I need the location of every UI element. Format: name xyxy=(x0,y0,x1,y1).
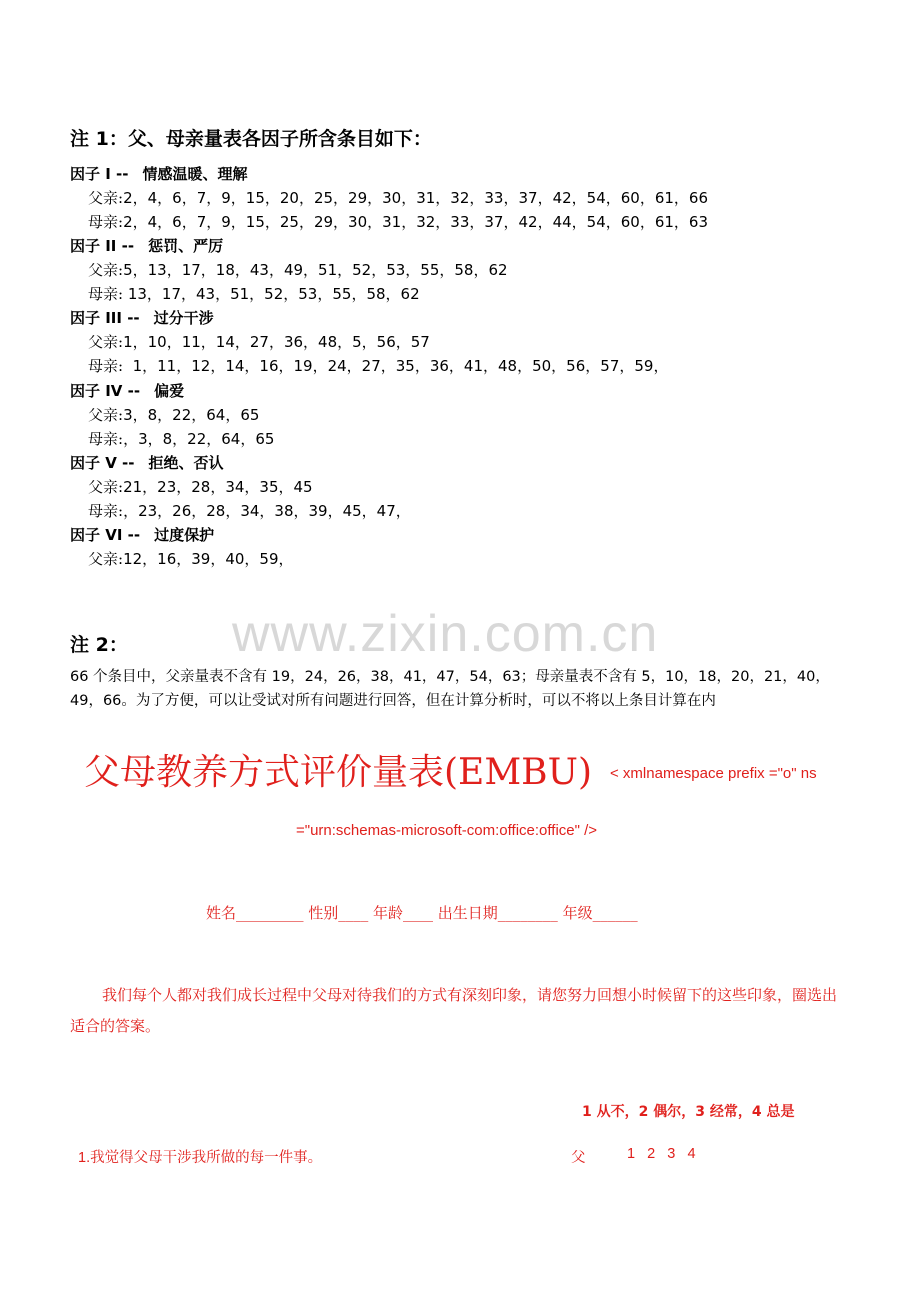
factor-6-heading xyxy=(70,524,214,545)
factor-3-father-items xyxy=(88,331,430,352)
father-label: 父亲: xyxy=(88,406,124,424)
father-label: 父亲: xyxy=(88,333,124,351)
xml-namespace-line-1: < xmlnamespace prefix ="o" ns xyxy=(610,765,817,782)
factor-2-heading xyxy=(70,235,223,256)
note2-title: 注 2： xyxy=(70,634,128,656)
factor-name: 偏爱 xyxy=(154,382,185,400)
factor-label: 因子 II -- xyxy=(70,237,135,255)
factor-4-mother-items xyxy=(88,428,274,449)
question-number: 1. xyxy=(78,1150,91,1166)
mother-label: 母亲: xyxy=(88,502,124,520)
mother-label: 母亲: xyxy=(88,213,124,231)
items-list: 5，13，17，18，43，49，51，52，53，55，58，62 xyxy=(123,261,508,279)
note2-text: 66 个条目中，父亲量表不含有 19，24，26，38，41，47，54，63；母亲量表不含有 5，10，18，20，21，40，49，66。为了方便，可以让受试对所有问题进行回答，但在计算分析时，可以不将以上条目计算在内 xyxy=(70,669,830,709)
factor-name: 惩罚、严厉 xyxy=(148,237,224,255)
factor-label: 因子 V -- xyxy=(70,454,135,472)
items-list: 21，23，28，34，35，45 xyxy=(123,478,313,496)
factor-label: 因子 VI -- xyxy=(70,526,141,544)
factor-1-mother-items xyxy=(88,211,708,232)
factor-label: 因子 IV -- xyxy=(70,382,141,400)
items-list: 1，10，11，14，27，36，48，5，56，57 xyxy=(123,333,430,351)
instructions-text: 我们每个人都对我们成长过程中父母对待我们的方式有深刻印象，请您努力回想小时候留下的这些印象，圈选出适合的答案。 xyxy=(70,986,838,1035)
question-1 xyxy=(78,1146,322,1167)
factor-2-mother-items xyxy=(88,283,420,304)
factor-1-father-items xyxy=(88,187,708,208)
factor-label: 因子 I -- xyxy=(70,165,129,183)
factor-3-mother-items xyxy=(88,355,668,376)
factor-4-father-items xyxy=(88,404,259,425)
mother-label: 母亲: xyxy=(88,430,124,448)
factor-name: 过度保护 xyxy=(154,526,215,544)
question-1-parent: 父 xyxy=(571,1150,586,1166)
factor-name: 拒绝、否认 xyxy=(148,454,224,472)
mother-label: 母亲: xyxy=(88,285,124,303)
answer-scale: 1 从不，2 偶尔，3 经常，4 总是 xyxy=(582,1104,795,1120)
factor-2-father-items xyxy=(88,259,508,280)
items-list: 3，8，22，64，65 xyxy=(123,406,260,424)
items-list: 13，17，43，51，52，53，55，58，62 xyxy=(123,285,420,303)
xml-namespace-line-2: ="urn:schemas-microsoft-com:office:office" /> xyxy=(296,822,598,839)
factor-name: 过分干涉 xyxy=(153,309,214,327)
items-list: 2，4，6，7，9，15，20，25，29，30，31，32，33，37，42，54，60，61，66 xyxy=(123,189,708,207)
father-label: 父亲: xyxy=(88,550,124,568)
factor-5-father-items xyxy=(88,476,313,497)
items-list: 1，11，12，14，16，19，24，27，35，36，41，48，50，56，57，59， xyxy=(123,357,669,375)
factor-3-heading xyxy=(70,307,214,328)
factor-name: 情感温暖、理解 xyxy=(142,165,248,183)
question-1-options[interactable]: 1 2 3 4 xyxy=(627,1146,696,1162)
items-list: ，23，26，28，34，38，39，45，47， xyxy=(123,502,411,520)
factor-4-heading xyxy=(70,380,184,401)
father-label: 父亲: xyxy=(88,261,124,279)
father-label: 父亲: xyxy=(88,189,124,207)
items-list: 2，4，6，7，9，15，25，29，30，31，32，33，37，42，44，54，60，61，63 xyxy=(123,213,708,231)
note1-title: 注 1：父、母亲量表各因子所含条目如下： xyxy=(70,128,432,150)
factor-5-heading xyxy=(70,452,224,473)
watermark: www.zixin.com.cn xyxy=(232,605,659,663)
items-list: 12，16，39，40，59， xyxy=(123,550,294,568)
items-list: ，3，8，22，64，65 xyxy=(123,430,275,448)
question-text: 我觉得父母干涉我所做的每一件事。 xyxy=(90,1150,323,1166)
respondent-info-line: 姓名_________ 性别____ 年龄____ 出生日期________ 年级______ xyxy=(206,904,638,922)
factor-label: 因子 III -- xyxy=(70,309,140,327)
factor-5-mother-items xyxy=(88,500,411,521)
questionnaire-title: 父母教养方式评价量表(EMBU) xyxy=(84,752,593,793)
father-label: 父亲: xyxy=(88,478,124,496)
factor-6-father-items xyxy=(88,548,294,569)
factor-1-heading xyxy=(70,163,248,184)
mother-label: 母亲: xyxy=(88,357,124,375)
